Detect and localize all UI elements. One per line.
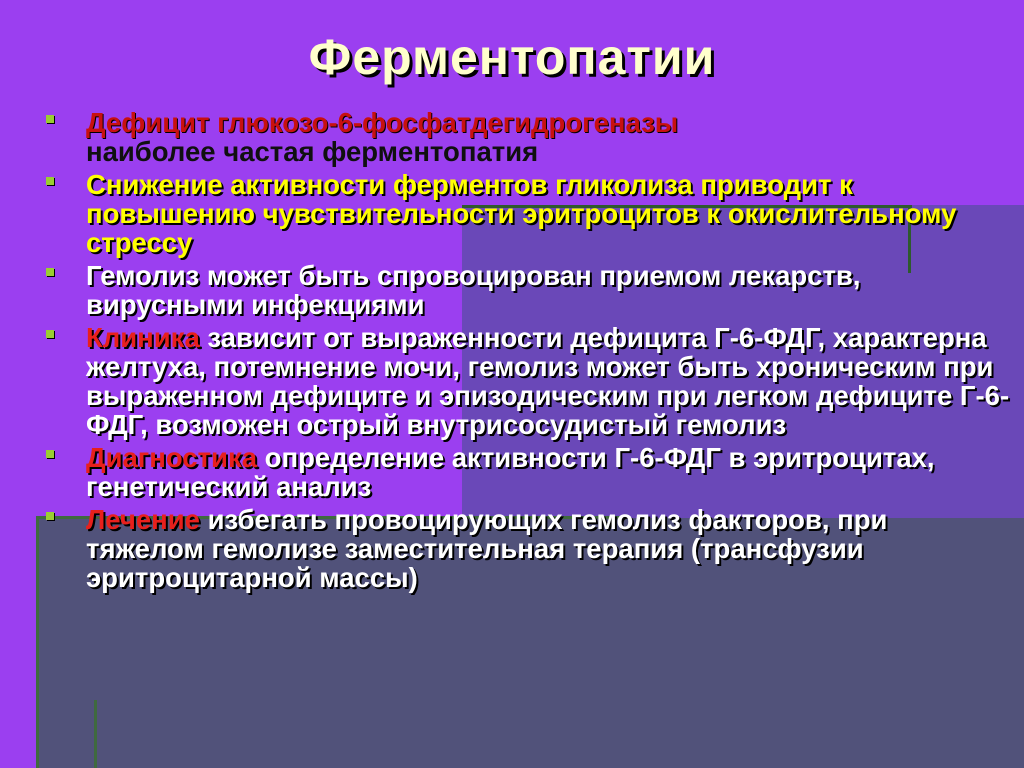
- bullet-square-icon: [46, 512, 54, 520]
- item-text: определение активности Г-6-ФДГ в эритроцитах, генетический анализ: [86, 442, 935, 502]
- bullet-square-icon: [46, 330, 54, 338]
- item-lead-red: Клиника: [86, 322, 200, 353]
- list-item: [42, 261, 1012, 319]
- item-lead-red: Дефицит глюкозо-6-фосфатдегидрогеназы: [86, 107, 679, 138]
- list-item: [42, 443, 1012, 501]
- decor-line: [94, 700, 97, 768]
- decor-line: [36, 516, 39, 768]
- item-lead-red: Лечение: [86, 504, 200, 535]
- bullet-square-icon: [46, 450, 54, 458]
- bullet-square-icon: [46, 268, 54, 276]
- bullet-square-icon: [46, 115, 54, 123]
- item-text: избегать провоцирующих гемолиз факторов, при тяжелом гемолизе заместительная терапия (трансфузии эритроцитарной массы): [86, 504, 888, 593]
- item-text-yellow: Снижение активности ферментов гликолиза приводит к повышению чувствительности эритроцитов к окислительному стрессу: [86, 169, 957, 258]
- list-item: [42, 170, 1012, 257]
- item-text: зависит от выраженности дефицита Г-6-ФДГ, характерна желтуха, потемнение мочи, гемолиз может быть хроническим при выраженном дефиците и эпизодическим при легком дефиците Г-6-ФДГ, возможен острый внутрисосудистый гемолиз: [86, 322, 1010, 440]
- list-item: [42, 505, 1012, 592]
- list-item: [42, 323, 1012, 439]
- slide-title: Ферментопатии: [308, 29, 716, 85]
- list-item: [42, 108, 1012, 166]
- item-text: Гемолиз может быть спровоцирован приемом лекарств, вирусными инфекциями: [86, 260, 861, 320]
- bullet-square-icon: [46, 177, 54, 185]
- bullet-list: [42, 108, 1012, 596]
- item-lead-red: Диагностика: [86, 442, 258, 473]
- item-text: наиболее частая ферментопатия: [86, 136, 539, 167]
